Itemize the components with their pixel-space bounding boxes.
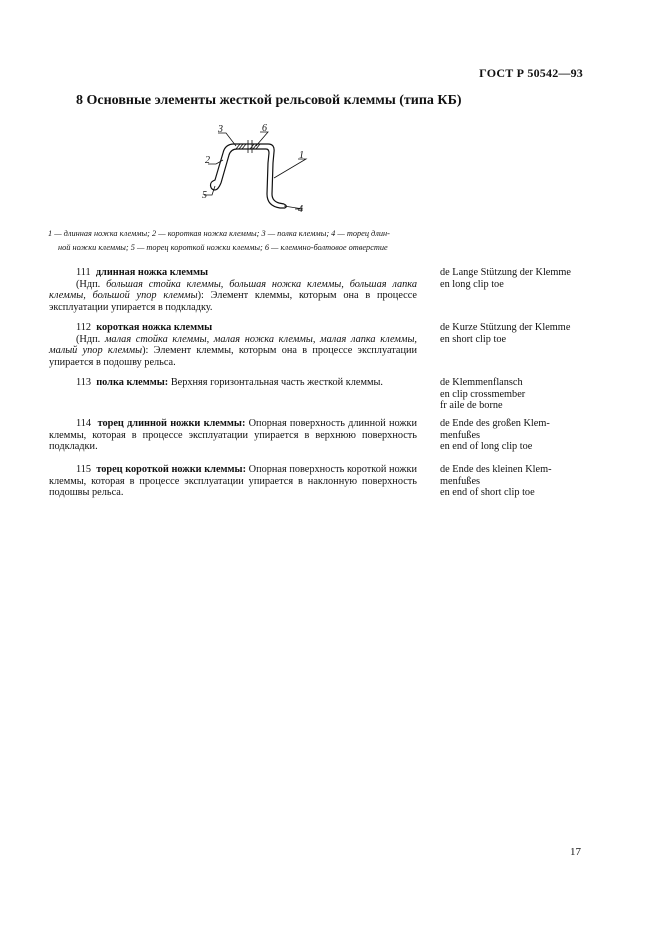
term-synonym-prefix: (Ндп.: [76, 278, 101, 290]
figure-caption-line-2: ной ножки клеммы; 5 — торец короткой ножки клеммы; 6 — клеммно-болтовое отверстие: [58, 243, 388, 252]
foreign-equivalents-114: [440, 418, 586, 453]
term-number: 112: [76, 322, 92, 333]
foreign-equivalents-112: [440, 322, 586, 345]
foreign-term: de Lange Stützung der Klemme: [440, 267, 571, 278]
term-name: торец длинной ножки клеммы:: [97, 418, 246, 429]
term-entry-111: [49, 267, 417, 313]
bolt-hole-hatching: [236, 140, 260, 153]
rail-clip-figure: [196, 120, 326, 220]
figure-label-1: 1: [299, 150, 304, 161]
term-name: полка клеммы:: [96, 377, 169, 388]
figure-caption-line-1: 1 — длинная ножка клеммы; 2 — короткая ножка клеммы; 3 — полка клеммы; 4 — торец длин-: [48, 229, 390, 238]
term-number: 115: [76, 464, 92, 475]
term-number: 111: [76, 267, 91, 278]
term-entry-113: [49, 377, 417, 389]
foreign-term: en end of short clip toe: [440, 487, 535, 498]
term-definition: ): Элемент клеммы, которым она в процессе эксплуатации упирается в подкладку.: [49, 290, 417, 313]
figure-label-2: 2: [205, 155, 210, 166]
foreign-term: menfußes: [440, 475, 481, 487]
figure-caption: [48, 227, 468, 255]
term-definition: Опорная поверхность короткой ножки клеммы, которая в процессе эксплуатации упирается в наклонную поверхность подошвы рельса.: [49, 464, 418, 498]
term-synonyms: большая стойка клеммы, большая ножка клеммы, большая лапка клеммы, большой упор клеммы: [49, 278, 417, 301]
foreign-term: en long clip toe: [440, 278, 504, 290]
figure-label-3: 3: [218, 124, 223, 135]
figure-label-4: 4: [298, 204, 303, 215]
section-title: [76, 93, 462, 109]
foreign-term: en clip crossmember: [440, 388, 526, 400]
term-definition: ): Элемент клеммы, которым она в процессе эксплуатации упирается в подошву рельса.: [49, 345, 417, 368]
term-number: 113: [76, 377, 92, 388]
clip-outline: [211, 144, 287, 208]
term-name: торец короткой ножки клеммы:: [96, 464, 247, 475]
section-number: 8: [76, 93, 83, 108]
foreign-term: de Kurze Stützung der Klemme: [440, 322, 571, 333]
term-name: длинная ножка клеммы: [95, 267, 209, 278]
section-title-text: Основные элементы жесткой рельсовой клеммы (типа КБ): [86, 93, 462, 108]
figure-label-5: 5: [202, 190, 207, 201]
foreign-term: en end of long clip toe: [440, 441, 533, 452]
foreign-term: de Klemmenflansch: [440, 377, 523, 388]
foreign-term: menfußes: [440, 429, 481, 441]
foreign-term: fr aile de borne: [440, 400, 503, 411]
standard-designation: ГОСТ Р 50542—93: [479, 66, 583, 80]
foreign-term: en short clip toe: [440, 333, 507, 345]
foreign-equivalents-111: [440, 267, 586, 290]
term-entry-114: [49, 418, 417, 453]
term-entry-115: [49, 464, 417, 499]
term-synonym-prefix: (Ндп.: [76, 333, 101, 345]
term-name: короткая ножка клеммы: [96, 322, 213, 333]
figure-label-6: 6: [262, 123, 267, 134]
term-entry-112: [49, 322, 417, 368]
term-definition: Верхняя горизонтальная часть жесткой клеммы.: [170, 377, 383, 388]
term-synonyms: малая стойка клеммы, малая ножка клеммы, малая лапка клеммы, малый упор клеммы: [49, 333, 417, 356]
term-number: 114: [76, 418, 92, 429]
page-number: 17: [570, 846, 581, 858]
foreign-term: de Ende des großen Klem-: [440, 418, 550, 429]
foreign-equivalents-115: [440, 464, 586, 499]
term-definition: Опорная поверхность длинной ножки клеммы, которая в процессе эксплуатации упирается в верхнюю поверхность подкладки.: [49, 418, 418, 452]
foreign-equivalents-113: [440, 377, 586, 412]
foreign-term: de Ende des kleinen Klem-: [440, 464, 552, 475]
